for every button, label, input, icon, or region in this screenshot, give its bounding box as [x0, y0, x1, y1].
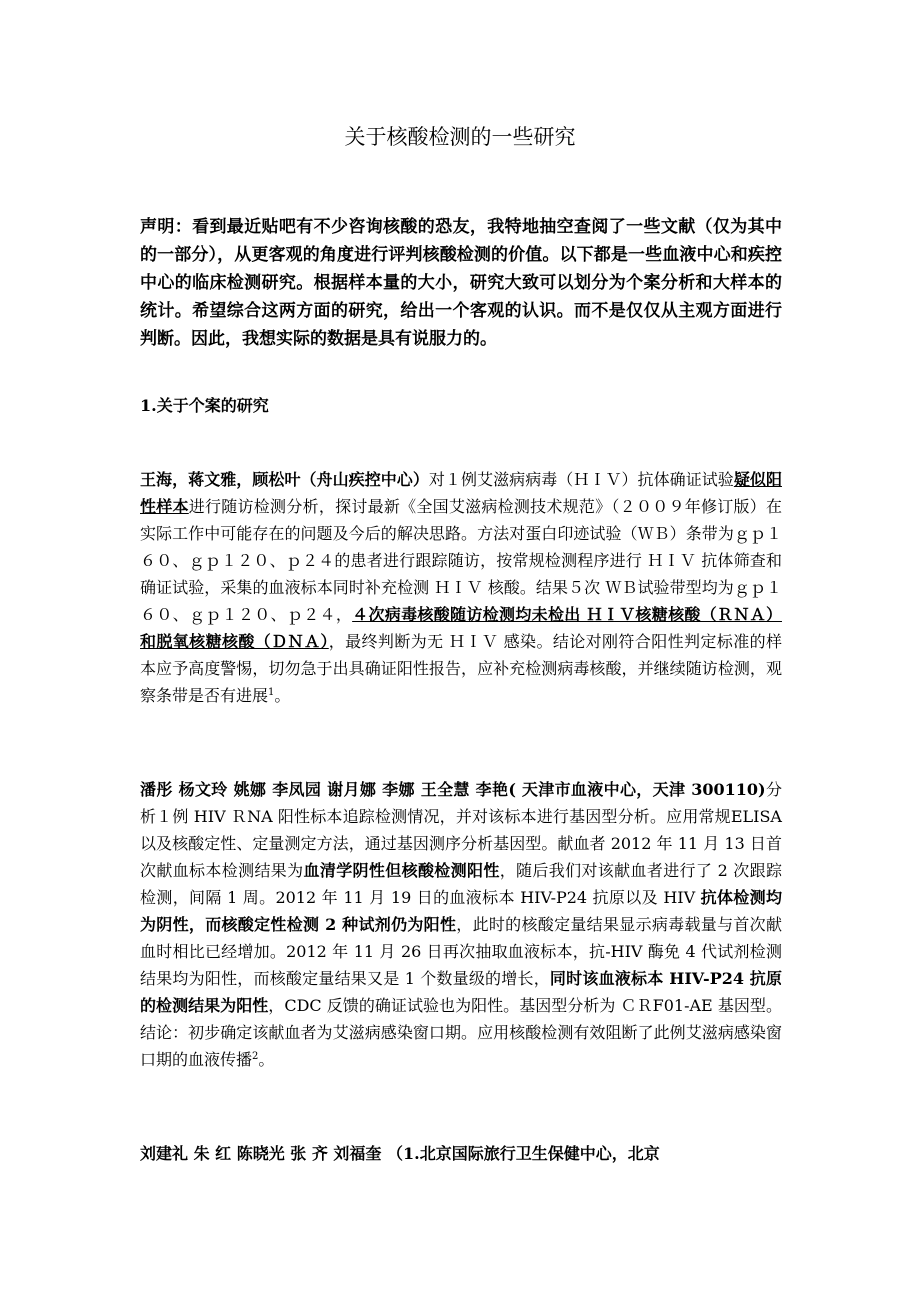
paragraph-text: ，CDC 反馈的确证试验也为阳性。基因型分析为 ＣＲF01-AE 基因型。结论：初步确定该献血者为艾滋病感染窗口期。应用核酸检测有效阻断了此例艾滋病感染窗口期的血液传播 — [140, 996, 782, 1069]
document-title: 关于核酸检测的一些研究 — [344, 125, 576, 149]
paragraph-text: 进行随访检测分析，探讨最新《全国艾滋病检测技术规范》（２００９年修订版）在实际工作中可能存在的问题及今后的解决思路。方法对蛋白印迹试验（ＷＢ）条带为ｇｐ１６０、ｇｐ１２０、ｐ２４的患者进行跟踪随访，按常规检测程序进行 ＨＩＶ 抗体筛查和确证试验，采集的血液标本同时补充检测 ＨＩＶ 核酸。结果５次 ＷＢ试验带型均为ｇｐ１６０、ｇｐ１２０、ｐ２４， — [140, 497, 782, 624]
paragraph-text: 对１例艾滋病病毒（ＨＩＶ）抗体确证试验 — [428, 470, 734, 489]
paragraph-text: 。 — [258, 1050, 275, 1069]
paragraph-authors: 潘彤 杨文玲 姚娜 李凤园 谢月娜 李娜 王全慧 李艳( 天津市血液中心，天津 300110) — [140, 780, 766, 799]
reference-marker: 1 — [268, 687, 275, 698]
case-study-paragraph-1 — [140, 466, 782, 709]
paragraph-text: ，最终判断为无 ＨＩＶ 感染。结论对刚符合阳性判定标准的样本应予高度警惕，切勿急于出具确证阳性报告，应补充检测病毒核酸，并继续随访检测，观察条带是否有进展 — [140, 632, 782, 705]
bold-highlight: 同时该血液标本 HIV-P24 抗原的检测结果为阳性 — [140, 969, 782, 1015]
case-study-paragraph-3 — [140, 1140, 782, 1167]
section-heading: 1.关于个案的研究 — [140, 396, 269, 415]
paragraph-text: 分析１例 HIV ＲNA 阳性标本追踪检测情况，并对该标本进行基因型分析。应用常规ELISA 以及核酸定性、定量测定方法，通过基因测序分析基因型。献血者 2012 年 11 月 13 日首次献血标本检测结果为 — [140, 780, 782, 880]
case-study-paragraph-2 — [140, 776, 782, 1073]
bold-highlight: 抗体检测均为阴性，而核酸定性检测 2 种试剂仍为阳性 — [140, 888, 782, 934]
declaration-paragraph: 声明：看到最近贴吧有不少咨询核酸的恐友，我特地抽空查阅了一些文献（仅为其中的一部分），从更客观的角度进行评判核酸检测的价值。以下都是一些血液中心和疾控中心的临床检测研究。根据样本量的大小，研究大致可以划分为个案分析和大样本的统计。希望综合这两方面的研究，给出一个客观的认识。而不是仅仅从主观方面进行判断。因此，我想实际的数据是具有说服力的。 — [140, 217, 782, 349]
paragraph-authors: 刘建礼 朱 红 陈晓光 张 齐 刘福奎 （1.北京国际旅行卫生保健中心，北京 — [140, 1144, 660, 1163]
paragraph-text: ，此时的核酸定量结果显示病毒载量与首次献血时相比已经增加。2012 年 11 月 26 日再次抽取血液标本，抗-HIV 酶免 4 代试剂检测结果均为阳性，而核酸定量结果又是 1 个数量级的增长， — [140, 915, 782, 988]
paragraph-text: ，随后我们对该献血者进行了 2 次跟踪检测，间隔 1 周。2012 年 11 月 19 日的血液标本 HIV-P24 抗原以及 HIV — [140, 861, 782, 907]
reference-marker: 2 — [252, 1051, 259, 1062]
underlined-highlight: 疑似阳性样本 — [140, 470, 782, 516]
bold-highlight: 血清学阴性但核酸检测阳性 — [303, 861, 500, 880]
paragraph-authors: 王海，蒋文雅，顾松叶（舟山疾控中心） — [140, 470, 429, 489]
paragraph-text: 。 — [274, 686, 291, 705]
underlined-highlight: ４次病毒核酸随访检测均未检出 ＨＩＶ核糖核酸（ＲＮＡ）和脱氧核糖核酸（ＤＮＡ） — [140, 605, 782, 651]
